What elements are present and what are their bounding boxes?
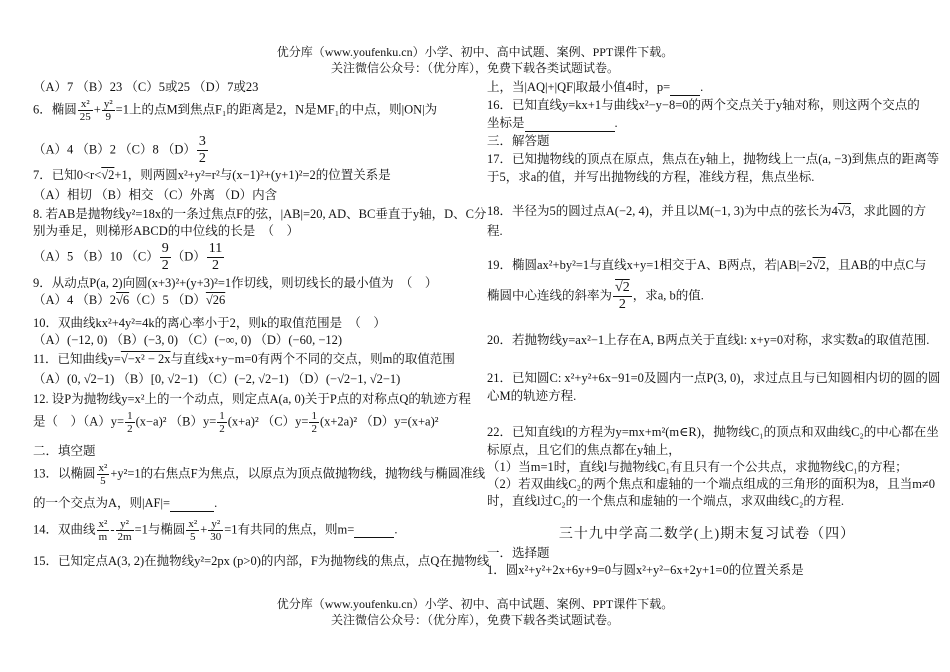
fraction: $\frac{\text{x²}}{5}$ bbox=[188, 518, 198, 543]
question-15-line-2: 上，当|AQ|+|QF|取最小值4时，p= . bbox=[487, 80, 704, 94]
question-21-line-2: 心M的轨迹方程. bbox=[487, 389, 577, 403]
question-22-line-2: 标原点，且它们的焦点都在y轴上， bbox=[487, 443, 681, 457]
question-22-part-2: （2）若双曲线C₂的两个焦点和虚轴的一个端点组成的三角形的面积为8，且当m≠0 bbox=[487, 477, 936, 491]
sqrt-expression: √2 bbox=[101, 168, 115, 182]
fraction: $\frac{3}{2}$ bbox=[198, 134, 206, 166]
question-18-line-1: 18．半径为5的圆过点A(−2, 4)，并且以M(−1, 3)为中点的弦长为4√3，求此圆的方 bbox=[487, 204, 927, 218]
q9-options: （A）4 （B）2√6（C）5 （D）√26 bbox=[33, 293, 226, 307]
q6-options: （A）4 （B）2 （C）8 （D） $\frac{3}{2}$ bbox=[33, 134, 206, 166]
answer-blank bbox=[354, 522, 394, 538]
question-12-line-1: 12. 设P为抛物线y=x²上的一个动点，则定点A(a, 0)关于P点的对称点Q的轨迹方程 bbox=[33, 392, 471, 406]
fraction: $\frac{\text{x²}}{m}$ bbox=[98, 518, 108, 543]
fraction: $\frac{\text{y²}}{9}$ bbox=[103, 98, 113, 123]
sqrt-expression: √2 bbox=[812, 258, 826, 272]
fraction: $\frac{1}{2}$ bbox=[311, 410, 317, 435]
exam-title: 三十九中学高二数学(上)期末复习试卷（四） bbox=[558, 527, 856, 542]
question-9: 9．从动点P(a, 2)向圆(x+3)²+(y+3)²=1作切线，则切线长的最小值为 （ ） bbox=[33, 276, 438, 290]
question-8-line-1: 8. 若AB是抛物线y²=18x的一条过焦点F的弦，|AB|=20, AD、BC垂直于y轴，D、C分 bbox=[33, 207, 487, 221]
page-footer bbox=[0, 596, 950, 628]
question-18-line-2: 程. bbox=[487, 224, 503, 238]
question-21-line-1: 21．已知圆C: x²+y²+6x−91=0及圆内一点P(3, 0)，求过点且与已知圆相内切的圆的圆 bbox=[487, 371, 941, 385]
question-22-part-1: （1）当m=1时，直线l与抛物线C₁有且只有一个公共点，求抛物线C₁的方程； bbox=[487, 460, 908, 474]
q5-options: （A）7 （B）23 （C）5或25 （D）7或23 bbox=[33, 80, 259, 94]
footer-line-2: 关注微信公众号：（优分库），免费下载各类试题试卷。 bbox=[330, 613, 619, 627]
question-15-line-1: 15．已知定点A(3, 2)在抛物线y²=2px (p>0)的内部，F为抛物线的焦点，点Q在抛物线 bbox=[33, 554, 490, 568]
question-16-line-2: 坐标是 . bbox=[487, 116, 618, 130]
fraction: $\frac{1}{2}$ bbox=[219, 410, 225, 435]
fraction: $\frac{11}{2}$ bbox=[208, 241, 223, 273]
q12-options: 是（ ）（A）y= $\frac{1}{2}$ (x−a)² （B）y= $\frac{1}{2}$ (x+a)² （C）y= $\frac{1}{2}$ (x+2a)² （D）y=(x+a)² bbox=[33, 410, 439, 435]
question-13-line-2: 的一个交点为A，则|AF|= . bbox=[33, 496, 218, 510]
question-10: 10．双曲线kx²+4y²=4k的离心率小于2，则k的取值范围是 （ ） bbox=[33, 316, 386, 330]
question-13: 13．以椭圆 $\frac{\text{x²}}{5}$ +y²=1的右焦点F为焦点，以原点为顶点做抛物线，抛物线与椭圆准线 bbox=[33, 462, 486, 487]
question-16-line-1: 16．已知直线y=kx+1与曲线x²−y−8=0的两个交点关于y轴对称，则这两个交点的 bbox=[487, 98, 920, 112]
fraction: $\frac{\text{y²}}{2m}$ bbox=[117, 518, 132, 543]
question-19-line-2: 椭圆中心连线的斜率为 $\frac{√2}{2}$ ，求a, b的值. bbox=[487, 280, 704, 312]
q11-options: （A）(0, √2−1) （B）[0, √2−1) （C）(−2, √2−1) （D）(−√2−1, √2−1) bbox=[33, 372, 401, 386]
q10-options: （A）(−12, 0) （B）(−3, 0) （C）(−∞, 0) （D）(−60, −12) bbox=[33, 333, 343, 347]
question-11: 11．已知曲线y=√−x² − 2x与直线x+y−m=0有两个不同的交点，则m的取值范围 bbox=[33, 352, 455, 366]
question-20: 20．若抛物线y=ax²−1上存在A, B两点关于直线l: x+y=0对称，求实数a的取值范围. bbox=[487, 333, 930, 347]
section-choice: 一．选择题 bbox=[487, 546, 550, 560]
question-1: 1．圆x²+y²+2x+6y+9=0与圆x²+y²−6x+2y+1=0的位置关系是 bbox=[487, 563, 804, 577]
answer-blank bbox=[170, 496, 214, 512]
question-14: 14．双曲线 $\frac{\text{x²}}{m}$ - $\frac{\text{y²}}{2m}$ =1与椭圆 $\frac{\text{x²}}{5}$ + $\frac{\text{y²}}{30}$ =1有共同的焦点，则m= . bbox=[33, 518, 398, 543]
question-19-line-1: 19．椭圆ax²+by²=1与直线x+y=1相交于A、B两点，若|AB|=2√2，且AB的中点C与 bbox=[487, 258, 927, 272]
question-17-line-2: 于5，求a的值，并写出抛物线的方程，准线方程，焦点坐标. bbox=[487, 170, 815, 184]
question-8-line-2: 别为垂足，则梯形ABCD的中位线的长是 （ ） bbox=[33, 224, 299, 238]
question-22-part-2-cont: 时，直线l过C₂的一个焦点和虚轴的一个端点，求双曲线C₂的方程. bbox=[487, 494, 844, 508]
section-fill-in: 二．填空题 bbox=[33, 444, 96, 458]
answer-blank bbox=[670, 80, 700, 96]
question-17-line-1: 17．已知抛物线的顶点在原点，焦点在y轴上，抛物线上一点(a, −3)到焦点的距离等 bbox=[487, 152, 940, 166]
sqrt-expression: √26 bbox=[205, 293, 226, 307]
right-column bbox=[487, 0, 941, 672]
header-line-2: 关注微信公众号：（优分库），免费下载各类试题试卷。 bbox=[330, 61, 619, 75]
header-line-1: 优分库（www.youfenku.cn）小学、初中、高中试题、案例、PPT课件下载。 bbox=[276, 45, 674, 59]
question-6: 6．椭圆 $\frac{\text{x²}}{25}$ + $\frac{\text{y²}}{9}$ =1上的点M到焦点F₁的距离是2，N是MF₁的中点，则|ON|为 bbox=[33, 98, 438, 123]
sqrt-expression: √−x² − 2x bbox=[120, 352, 171, 366]
question-22-line-1: 22．已知直线l的方程为y=mx+m²(m∈R)，抛物线C₁的顶点和双曲线C₂的中心都在坐 bbox=[487, 425, 939, 439]
sqrt-expression: √6 bbox=[116, 293, 130, 307]
sqrt-expression: √3 bbox=[837, 204, 852, 218]
footer-line-1: 优分库（www.youfenku.cn）小学、初中、高中试题、案例、PPT课件下载。 bbox=[276, 597, 674, 611]
fraction: $\frac{1}{2}$ bbox=[127, 410, 133, 435]
fraction: $\frac{\text{y²}}{30}$ bbox=[210, 518, 222, 543]
section-answers: 三．解答题 bbox=[487, 134, 550, 148]
fraction: $\frac{9}{2}$ bbox=[161, 241, 169, 273]
answer-blank bbox=[525, 116, 615, 132]
fraction: $\frac{\text{x²}}{25}$ bbox=[79, 98, 91, 123]
q8-options: （A）5 （B）10 （C） $\frac{9}{2}$ （D） $\frac{11}{2}$ bbox=[33, 241, 223, 273]
question-7: 7．已知0<r<√2+1，则两圆x²+y²=r²与(x−1)²+(y+1)²=2的位置关系是 bbox=[33, 168, 391, 182]
fraction: $\frac{√2}{2}$ bbox=[615, 280, 630, 312]
q7-options: （A）相切 （B）相交 （C）外离 （D）内含 bbox=[33, 188, 278, 202]
fraction: $\frac{\text{x²}}{5}$ bbox=[98, 462, 108, 487]
